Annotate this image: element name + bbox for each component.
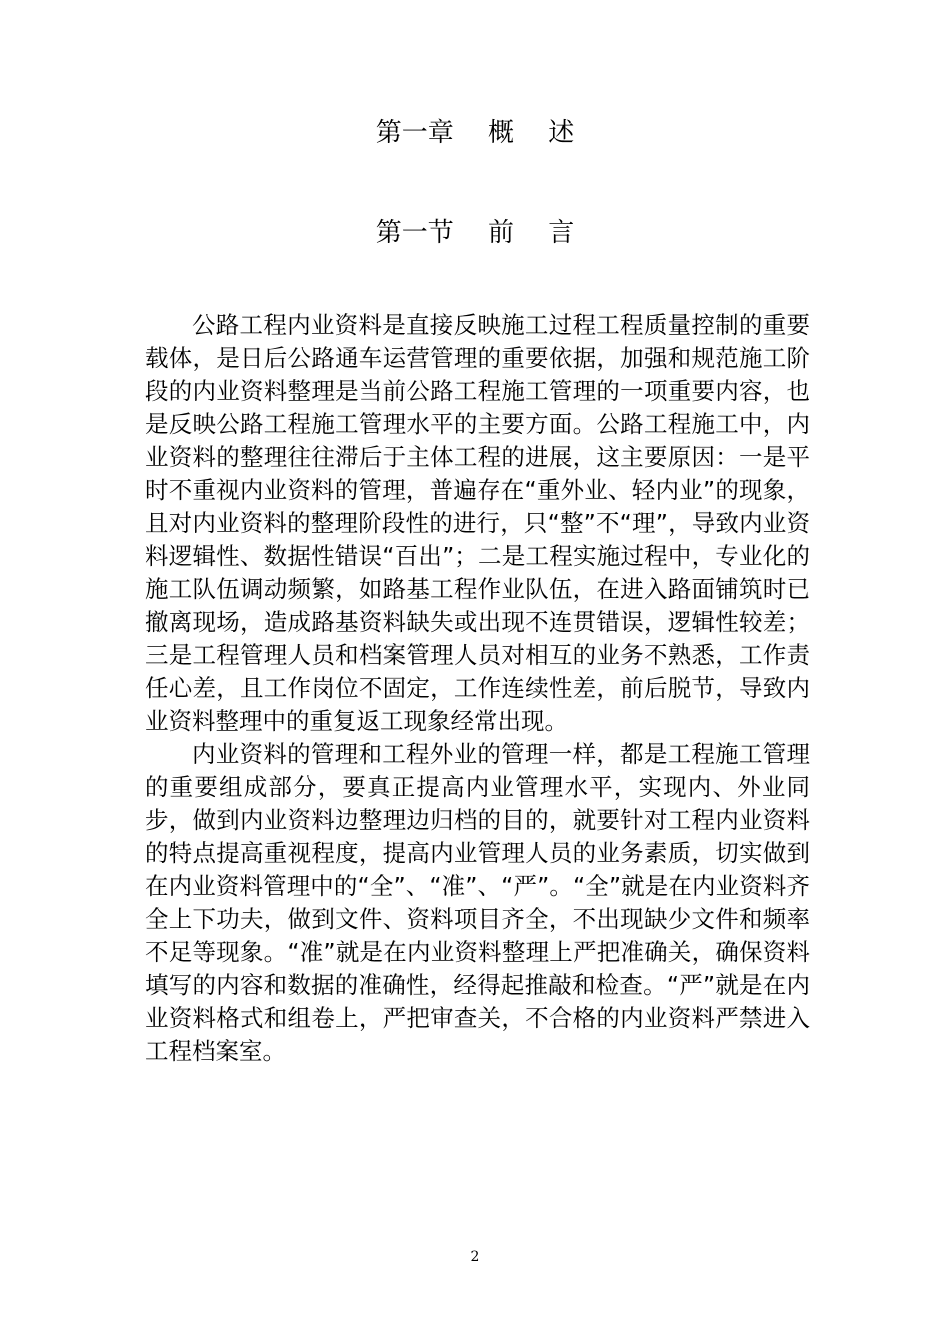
- chapter-title: 第一章 概 述: [375, 118, 575, 148]
- body-text: [145, 309, 810, 1068]
- section-title: 第一节 前 言: [375, 218, 575, 248]
- page-number: 2: [470, 1249, 480, 1265]
- paragraph: 内业资料的管理和工程外业的管理一样，都是工程施工管理的重要组成部分，要真正提高内业管理水平，实现内、外业同步，做到内业资料边整理边归档的目的，就要针对工程内业资料的特点提高重视程度，提高内业管理人员的业务素质，切实做到在内业资料管理中的“全”、“准”、“严”。“全”就是在内业资料齐全上下功夫，做到文件、资料项目齐全，不出现缺少文件和频率不足等现象。“准”就是在内业资料整理上严把准确关，确保资料填写的内容和数据的准确性，经得起推敲和检查。“严”就是在内业资料格式和组卷上，严把审查关，不合格的内业资料严禁进入工程档案室。: [145, 740, 810, 1065]
- paragraph: 公路工程内业资料是直接反映施工过程工程质量控制的重要载体，是日后公路通车运营管理的重要依据，加强和规范施工阶段的内业资料整理是当前公路工程施工管理的一项重要内容，也是反映公路工程施工管理水平的主要方面。公路工程施工中，内业资料的整理往往滞后于主体工程的进展，这主要原因：一是平时不重视内业资料的管理，普遍存在“重外业、轻内业”的现象，且对内业资料的整理阶段性的进行，只“整”不“理”，导致内业资料逻辑性、数据性错误“百出”；二是工程实施过程中，专业化的施工队伍调动频繁，如路基工程作业队伍，在进入路面铺筑时已撤离现场，造成路基资料缺失或出现不连贯错误，逻辑性较差；三是工程管理人员和档案管理人员对相互的业务不熟悉，工作责任心差，且工作岗位不固定，工作连续性差，前后脱节，导致内业资料整理中的重复返工现象经常出现。: [145, 311, 810, 735]
